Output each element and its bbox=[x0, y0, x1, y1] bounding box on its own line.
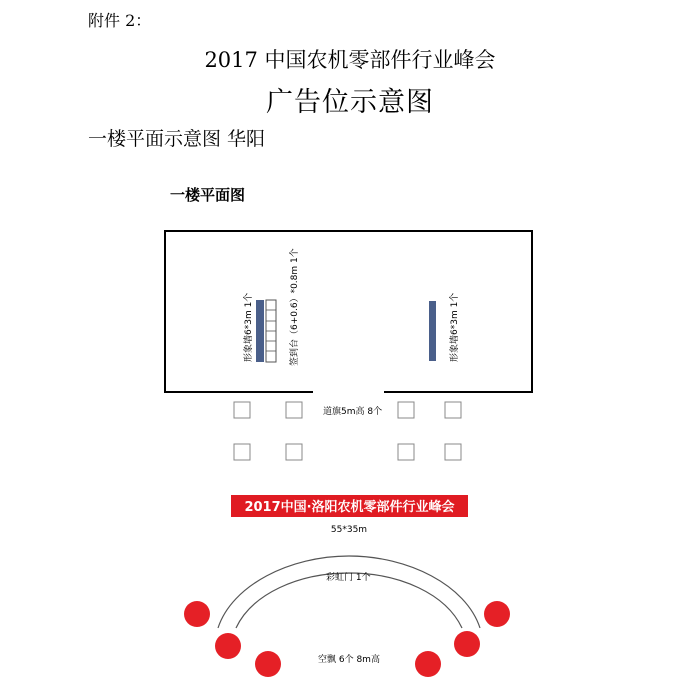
page-title: 2017 中国农机零部件行业峰会 bbox=[204, 48, 496, 72]
flag-marker bbox=[286, 402, 302, 418]
balloon bbox=[215, 633, 241, 659]
banner-text: 2017中国·洛阳农机零部件行业峰会 bbox=[244, 500, 455, 515]
flag-marker bbox=[234, 402, 250, 418]
image-wall-left-label: 形象墙6*3m 1个 bbox=[244, 292, 254, 362]
flag-marker bbox=[445, 444, 461, 460]
balloon bbox=[484, 601, 510, 627]
hall-outline bbox=[165, 231, 532, 392]
image-wall-right-label: 形象墙6*3m 1个 bbox=[450, 292, 460, 362]
page-subtitle: 广告位示意图 bbox=[266, 87, 434, 118]
flag-marker bbox=[234, 444, 250, 460]
checkin-desk-label: 签到台（6+0.6）*0.8m 1个 bbox=[290, 248, 300, 366]
flag-marker bbox=[445, 402, 461, 418]
banner-size-label: 55*35m bbox=[330, 525, 368, 535]
image-wall-left bbox=[256, 300, 264, 362]
image-wall-right bbox=[429, 301, 436, 361]
rainbow-arch-outer bbox=[218, 556, 480, 628]
balloon bbox=[255, 651, 281, 677]
flag-marker bbox=[398, 402, 414, 418]
section-heading: 一楼平面示意图 华阳 bbox=[88, 128, 266, 150]
balloons-label: 空飘 6个 8m高 bbox=[318, 655, 380, 665]
checkin-desk bbox=[266, 300, 276, 362]
flag-marker bbox=[398, 444, 414, 460]
flag-marker bbox=[286, 444, 302, 460]
floor-plan-title: 一楼平面图 bbox=[170, 186, 246, 204]
flags-label: 道旗5m高 8个 bbox=[323, 407, 383, 417]
balloon bbox=[184, 601, 210, 627]
balloon bbox=[454, 631, 480, 657]
attachment-label: 附件 2： bbox=[88, 11, 152, 30]
balloon bbox=[415, 651, 441, 677]
rainbow-arch-label: 彩虹门 1个 bbox=[326, 573, 371, 583]
